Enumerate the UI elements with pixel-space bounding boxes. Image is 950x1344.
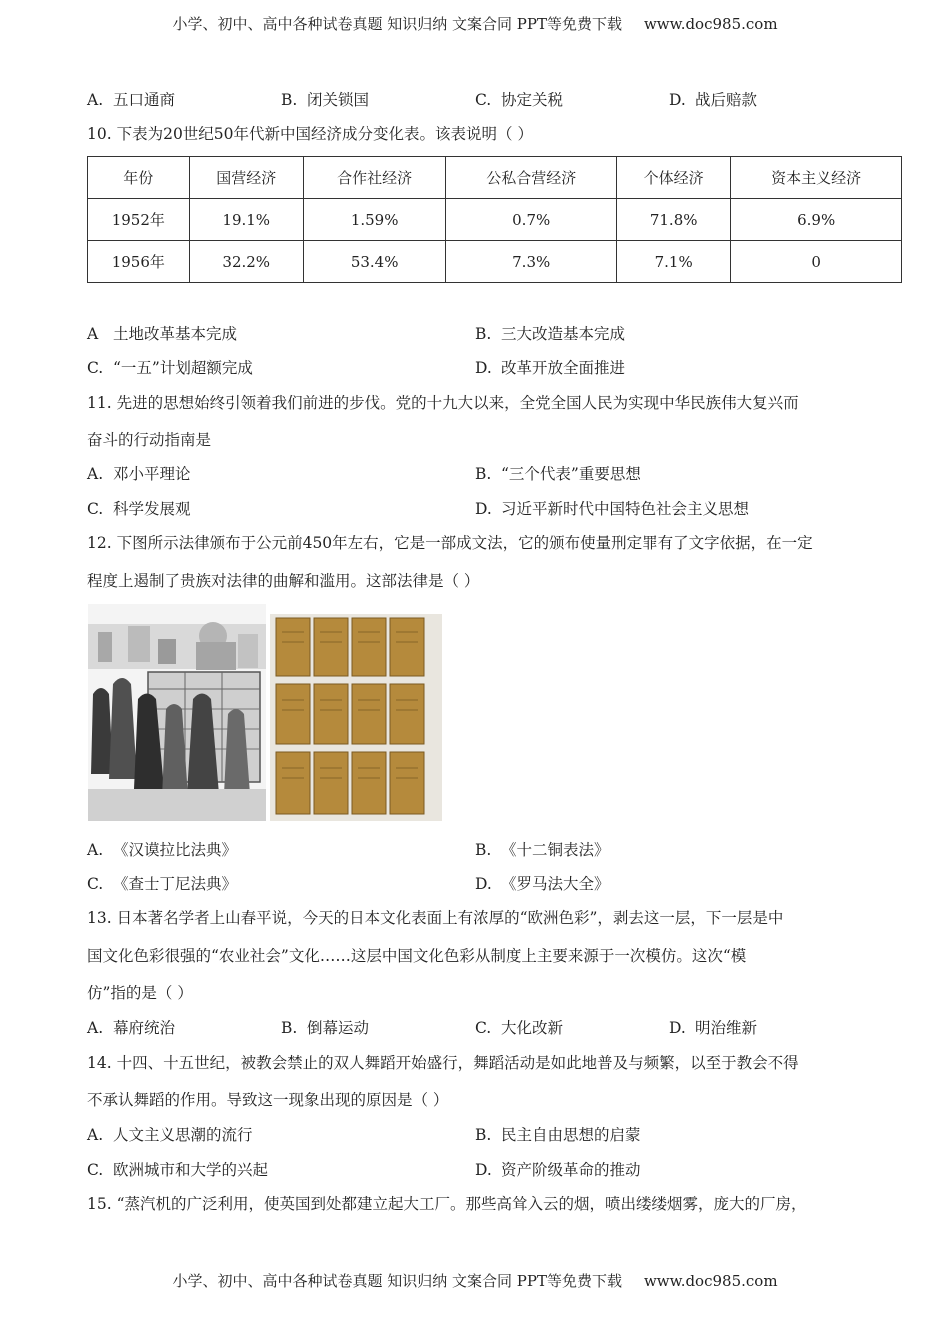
option-key: D. — [475, 359, 492, 377]
option-key: A. — [87, 1019, 104, 1037]
q13-option-d[interactable] — [669, 1018, 757, 1038]
table-header-cell: 个体经济 — [617, 157, 731, 199]
option-text: 《查士丁尼法典》 — [113, 875, 238, 893]
option-text: 土地改革基本完成 — [113, 325, 238, 343]
option-text: 民主自由思想的启蒙 — [501, 1126, 641, 1144]
q12-option-b[interactable] — [475, 840, 610, 860]
q14-option-a[interactable] — [87, 1125, 253, 1145]
table-row — [88, 241, 902, 283]
footer-site: www.doc985.com — [643, 1272, 778, 1290]
table-cell: 0 — [731, 241, 902, 283]
economy-table — [87, 156, 902, 283]
q14-stem-line-1: 14. 十四、十五世纪，被教会禁止的双人舞蹈开始盛行，舞蹈活动是如此地普及与频繁，以至于教会不得 — [87, 1054, 799, 1072]
q13-stem-line-1: 13. 日本著名学者上山春平说，今天的日本文化表面上有浓厚的“欧洲色彩”，剥去这一层，下一层是中 — [87, 909, 784, 927]
footer-text: 小学、初中、高中各种试卷真题 知识归纳 文案合同 PPT等免费下载 — [172, 1272, 622, 1290]
q12-stem-line-1: 12. 下图所示法律颁布于公元前450年左右，它是一部成文法，它的颁布使量刑定罪有了文字依据，在一定 — [87, 534, 813, 552]
option-text: 科学发展观 — [113, 500, 191, 518]
table-cell: 1952年 — [88, 199, 190, 241]
table-header-cell: 年份 — [88, 157, 190, 199]
q15-stem-line-1: 15. “蒸汽机的广泛利用，使英国到处都建立起大工厂。那些高耸入云的烟，喷出缕缕烟雾，庞大的厂房， — [87, 1195, 807, 1213]
table-header-cell: 国营经济 — [189, 157, 303, 199]
q14-option-b[interactable] — [475, 1125, 641, 1145]
q11-option-c[interactable] — [87, 499, 191, 519]
option-text: 《汉谟拉比法典》 — [113, 841, 238, 859]
q12-option-a[interactable] — [87, 840, 237, 860]
option-key: D. — [475, 1161, 492, 1179]
option-text: 大化改新 — [501, 1019, 564, 1037]
q10-option-a[interactable] — [87, 324, 237, 344]
table-header-row — [88, 157, 902, 199]
q14-option-c[interactable] — [87, 1160, 268, 1180]
q9-option-c[interactable] — [475, 90, 563, 110]
option-text: “三个代表”重要思想 — [501, 465, 641, 483]
q12-option-d[interactable] — [475, 874, 610, 894]
table-cell: 0.7% — [446, 199, 617, 241]
table-cell: 53.4% — [303, 241, 445, 283]
option-text: 改革开放全面推进 — [501, 359, 626, 377]
table-cell: 1956年 — [88, 241, 190, 283]
q10-option-d[interactable] — [475, 358, 625, 378]
q10-option-b[interactable] — [475, 324, 625, 344]
option-text: 协定关税 — [501, 91, 564, 109]
q14-option-d[interactable] — [475, 1160, 641, 1180]
option-text: 三大改造基本完成 — [501, 325, 626, 343]
q11-option-d[interactable] — [475, 499, 749, 519]
option-key: A. — [87, 91, 104, 109]
option-key: B. — [281, 91, 298, 109]
q11-stem-line-1: 11. 先进的思想始终引领着我们前进的步伐。党的十九大以来，全党全国人民为实现中华民族伟大复兴而 — [87, 394, 799, 412]
option-text: 明治维新 — [695, 1019, 758, 1037]
q13-option-a[interactable] — [87, 1018, 175, 1038]
page-footer — [0, 1270, 950, 1291]
option-key: D. — [669, 1019, 686, 1037]
option-key: B. — [281, 1019, 298, 1037]
option-text: 习近平新时代中国特色社会主义思想 — [501, 500, 750, 518]
option-text: 资产阶级革命的推动 — [501, 1161, 641, 1179]
option-key: C. — [87, 359, 104, 377]
option-text: 欧洲城市和大学的兴起 — [113, 1161, 269, 1179]
option-key: A — [87, 325, 99, 343]
option-key: C. — [475, 1019, 492, 1037]
option-text: 人文主义思潮的流行 — [113, 1126, 253, 1144]
option-key: B. — [475, 1126, 492, 1144]
option-key: C. — [87, 1161, 104, 1179]
twelve-tables-figure — [88, 604, 442, 821]
option-text: 战后赔款 — [695, 91, 758, 109]
q9-option-b[interactable] — [281, 90, 369, 110]
q12-option-c[interactable] — [87, 874, 237, 894]
q13-stem-line-3: 仿”指的是（ ） — [87, 984, 193, 1002]
option-key: A. — [87, 465, 104, 483]
option-key: C. — [87, 500, 104, 518]
header-text: 小学、初中、高中各种试卷真题 知识归纳 文案合同 PPT等免费下载 — [172, 15, 622, 33]
q13-option-b[interactable] — [281, 1018, 369, 1038]
q11-stem-line-2: 奋斗的行动指南是 — [87, 431, 212, 449]
engraving-image — [88, 604, 266, 821]
figure-illustration — [88, 604, 442, 821]
table-header-cell: 合作社经济 — [303, 157, 445, 199]
page-header — [0, 13, 950, 34]
option-key: A. — [87, 1126, 104, 1144]
option-key: A. — [87, 841, 104, 859]
table-header-cell: 公私合营经济 — [446, 157, 617, 199]
option-key: D. — [475, 500, 492, 518]
table-header-cell: 资本主义经济 — [731, 157, 902, 199]
option-key: C. — [87, 875, 104, 893]
option-text: 《罗马法大全》 — [501, 875, 610, 893]
table-cell: 6.9% — [731, 199, 902, 241]
option-key: C. — [475, 91, 492, 109]
table-cell: 1.59% — [303, 199, 445, 241]
q13-option-c[interactable] — [475, 1018, 563, 1038]
option-text: 《十二铜表法》 — [501, 841, 610, 859]
header-site: www.doc985.com — [643, 15, 778, 33]
q10-stem: 10. 下表为20世纪50年代新中国经济成分变化表。该表说明（ ） — [87, 125, 533, 143]
option-text: 幕府统治 — [113, 1019, 176, 1037]
q14-stem-line-2: 不承认舞蹈的作用。导致这一现象出现的原因是（ ） — [87, 1091, 449, 1109]
table-cell: 7.1% — [617, 241, 731, 283]
q11-option-a[interactable] — [87, 464, 191, 484]
q12-stem-line-2: 程度上遏制了贵族对法律的曲解和滥用。这部法律是（ ） — [87, 572, 480, 590]
table-cell: 7.3% — [446, 241, 617, 283]
table-cell: 71.8% — [617, 199, 731, 241]
q9-option-d[interactable] — [669, 90, 757, 110]
option-text: 五口通商 — [113, 91, 176, 109]
option-key: D. — [669, 91, 686, 109]
option-text: 倒幕运动 — [307, 1019, 370, 1037]
table-row — [88, 199, 902, 241]
bronze-tablets-image — [270, 614, 442, 821]
q9-option-a[interactable] — [87, 90, 175, 110]
option-text: 闭关锁国 — [307, 91, 370, 109]
option-text: “一五”计划超额完成 — [113, 359, 253, 377]
q11-option-b[interactable] — [475, 464, 641, 484]
q10-option-c[interactable] — [87, 358, 253, 378]
option-key: B. — [475, 841, 492, 859]
option-key: B. — [475, 465, 492, 483]
option-key: D. — [475, 875, 492, 893]
option-key: B. — [475, 325, 492, 343]
q13-stem-line-2: 国文化色彩很强的“农业社会”文化……这层中国文化色彩从制度上主要来源于一次模仿。这次“模 — [87, 947, 747, 965]
table-cell: 32.2% — [189, 241, 303, 283]
option-text: 邓小平理论 — [113, 465, 191, 483]
table-cell: 19.1% — [189, 199, 303, 241]
